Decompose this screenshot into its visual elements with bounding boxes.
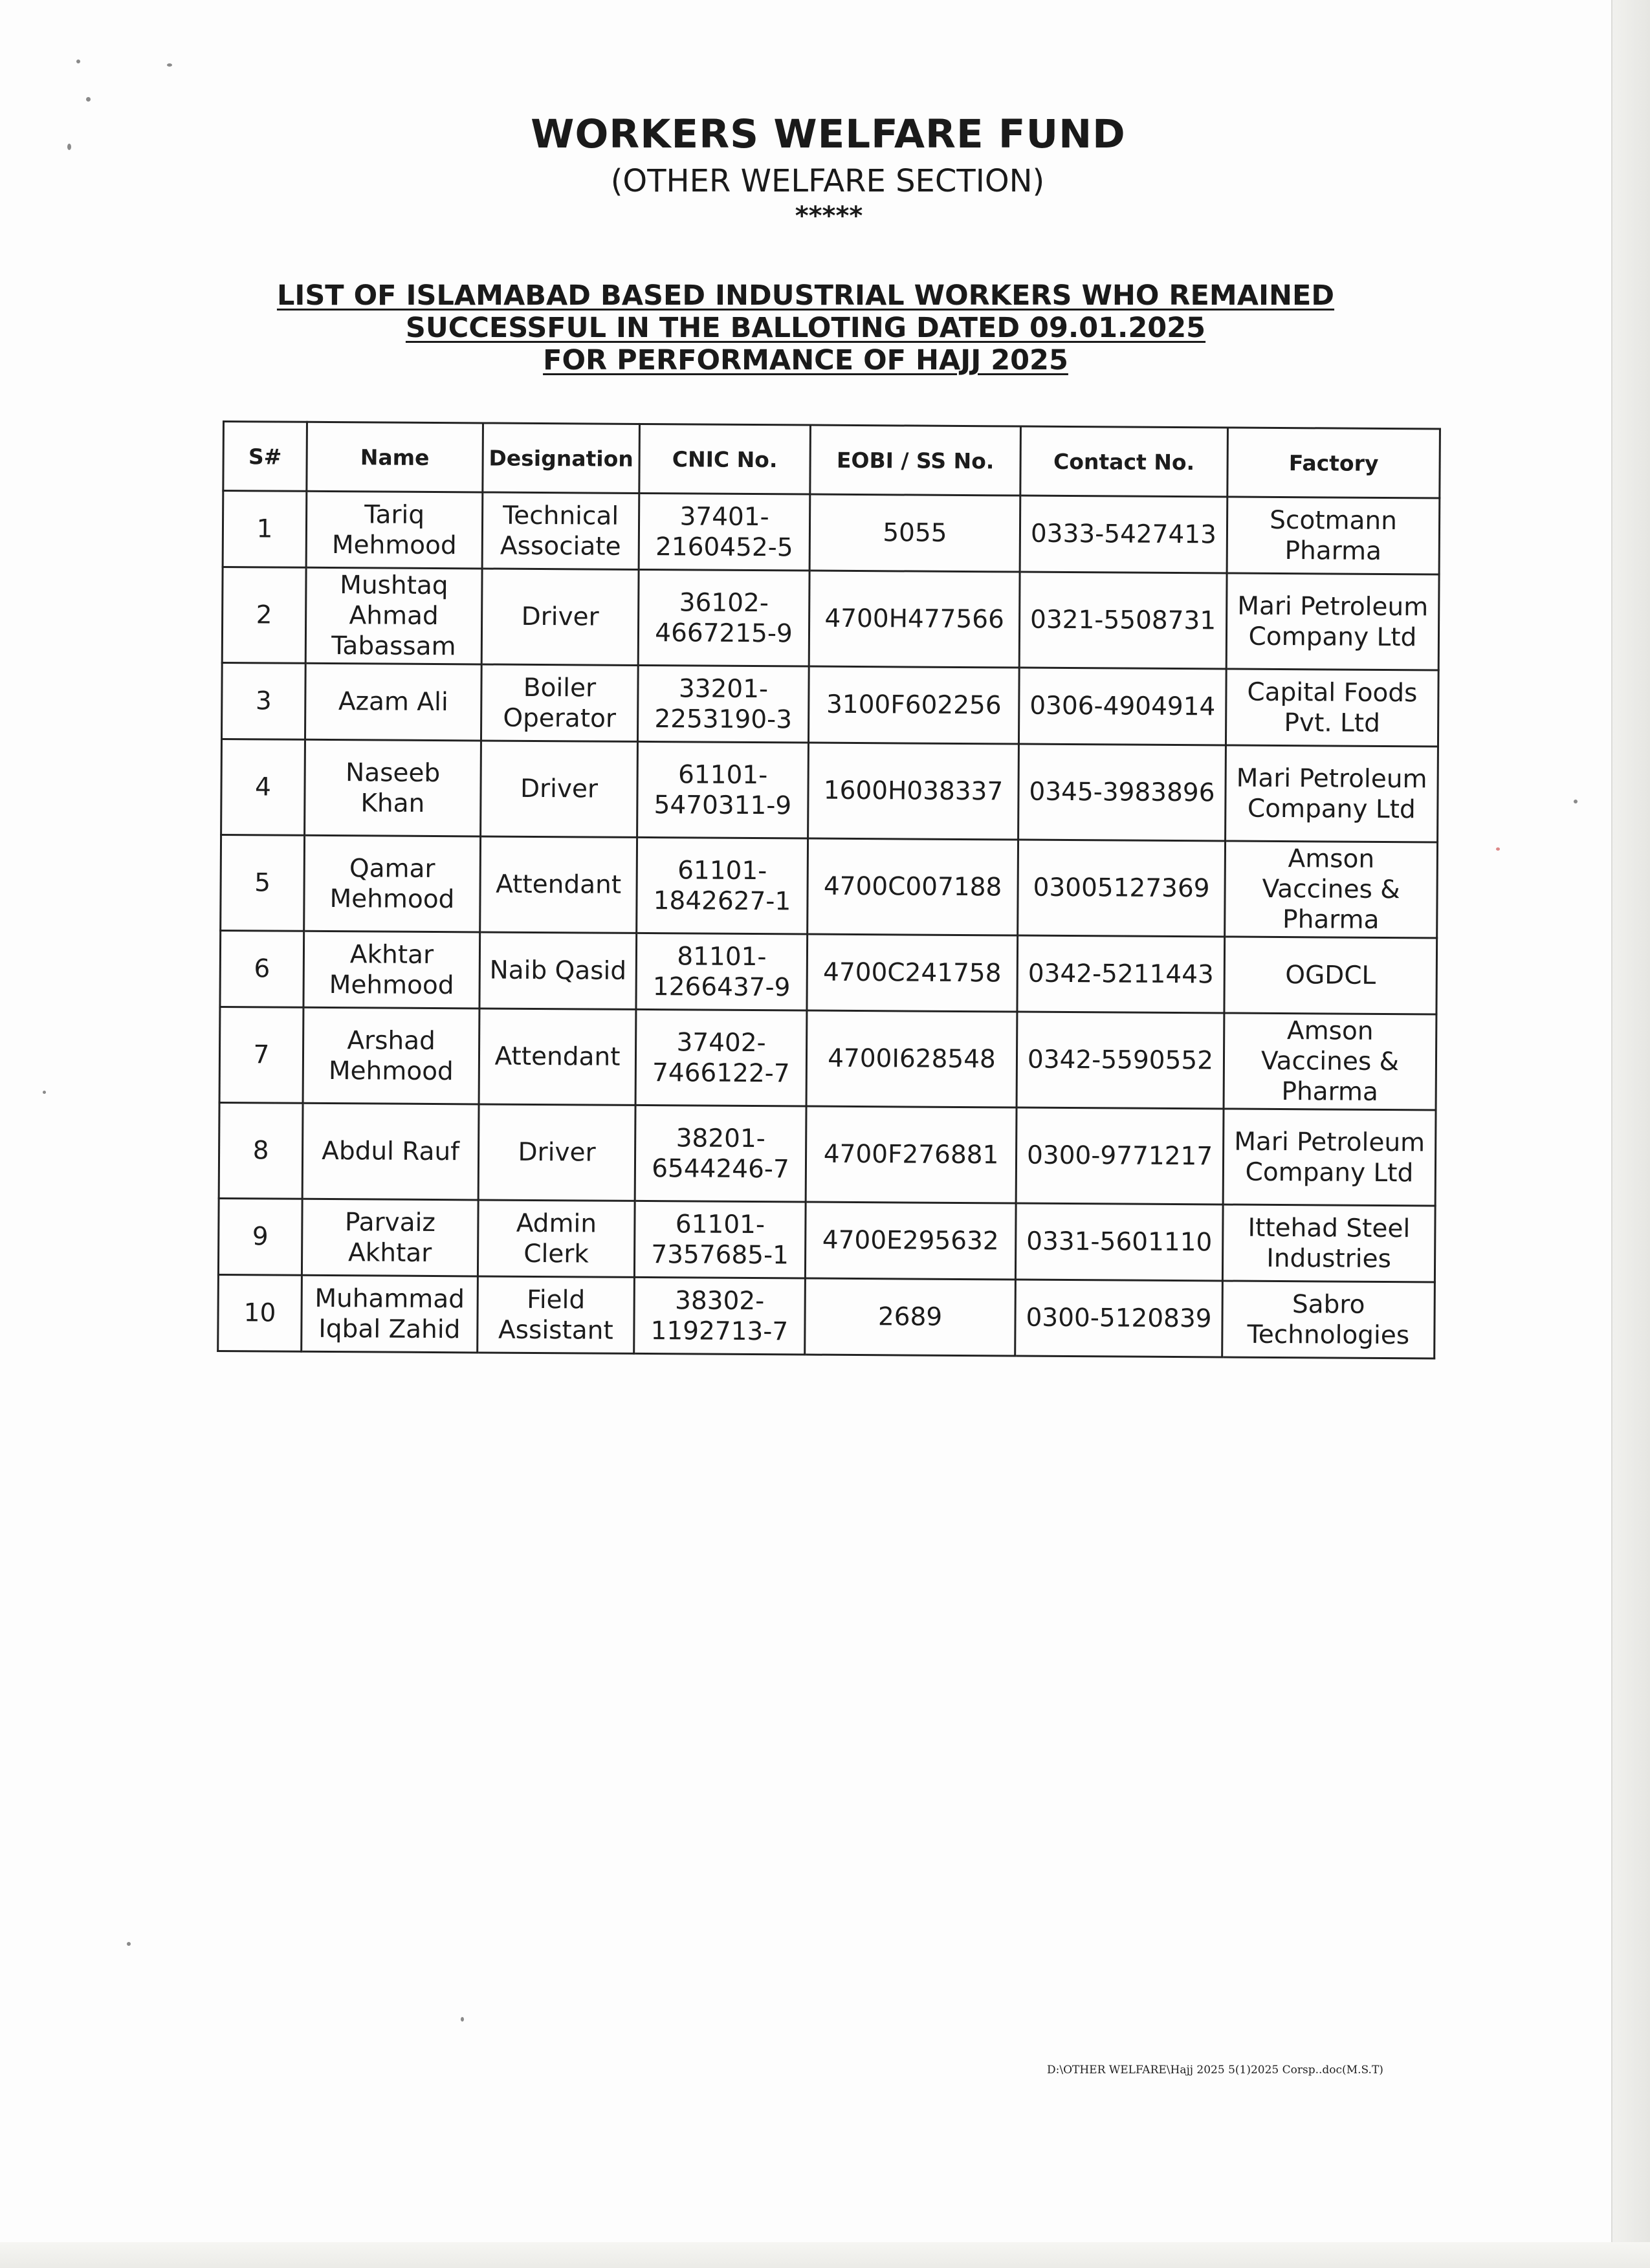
cell-contact: 0306-4904914: [1018, 668, 1226, 745]
org-title: WORKERS WELFARE FUND: [531, 111, 1126, 157]
cell-sno: 8: [219, 1102, 303, 1199]
cell-sno: 1: [223, 491, 307, 568]
cell-factory: Scotmann Pharma: [1227, 497, 1440, 574]
cell-contact: 03005127369: [1018, 840, 1226, 937]
cell-cnic: 81101-1266437-9: [636, 933, 808, 1010]
cell-designation: Technical Associate: [482, 492, 639, 569]
list-heading-line-2: SUCCESSFUL IN THE BALLOTING DATED 09.01.2025: [405, 312, 1206, 344]
cell-cnic: 37401-2160452-5: [639, 493, 810, 571]
cell-cnic: 38302-1192713-7: [634, 1277, 806, 1355]
cell-contact: 0321-5508731: [1019, 572, 1227, 669]
cell-name: Arshad Mehmood: [303, 1007, 479, 1104]
cell-factory: Mari Petroleum Company Ltd: [1226, 745, 1438, 842]
cell-cnic: 38201-6544246-7: [635, 1105, 806, 1202]
scan-speck: [461, 2017, 464, 2022]
document-header: [0, 109, 1650, 229]
section-title: (OTHER WELFARE SECTION): [610, 163, 1045, 199]
cell-cnic: 61101-1842627-1: [637, 837, 808, 934]
col-header-contact: Contact No.: [1020, 426, 1228, 497]
cell-name: Tariq Mehmood: [306, 491, 483, 569]
workers-table: [217, 420, 1441, 1359]
table-row: [219, 1102, 1436, 1205]
scan-speck: [167, 63, 172, 67]
table-row: [218, 1198, 1435, 1281]
cell-sno: 7: [219, 1007, 303, 1103]
cell-contact: 0300-5120839: [1015, 1280, 1223, 1357]
cell-name: Muhammad Iqbal Zahid: [302, 1275, 478, 1353]
col-header-designation: Designation: [483, 423, 640, 493]
cell-eobi: 4700F276881: [806, 1106, 1017, 1203]
cell-name: Akhtar Mehmood: [303, 931, 480, 1009]
cell-designation: Field Assistant: [478, 1276, 635, 1353]
col-header-factory: Factory: [1227, 428, 1440, 498]
cell-eobi: 2689: [805, 1278, 1016, 1356]
table-header-row: [223, 422, 1440, 498]
cell-sno: 9: [218, 1198, 302, 1275]
cell-cnic: 36102-4667215-9: [638, 569, 809, 666]
cell-factory: Amson Vaccines & Pharma: [1225, 841, 1438, 938]
stars-separator: *****: [795, 201, 863, 231]
cell-factory: Sabro Technologies: [1222, 1281, 1435, 1358]
cell-factory: Mari Petroleum Company Ltd: [1223, 1109, 1436, 1206]
scan-speck: [76, 60, 80, 63]
list-heading-line-1: LIST OF ISLAMABAD BASED INDUSTRIAL WORKERS WHO REMAINED: [276, 279, 1335, 312]
cell-designation: Driver: [481, 569, 639, 665]
table-row: [221, 739, 1438, 842]
cell-contact: 0333-5427413: [1020, 496, 1227, 573]
cell-sno: 10: [218, 1274, 302, 1351]
cell-contact: 0300-9771217: [1016, 1107, 1224, 1205]
table-row: [222, 567, 1439, 670]
list-heading: [246, 279, 1365, 376]
cell-factory: Ittehad Steel Industries: [1222, 1205, 1435, 1282]
table-body: [218, 491, 1440, 1358]
cell-eobi: 4700H477566: [809, 571, 1020, 668]
cell-sno: 5: [221, 834, 305, 931]
table-row: [223, 491, 1440, 574]
cell-name: Naseeb Khan: [305, 739, 481, 836]
cell-name: Mushtaq Ahmad Tabassam: [305, 567, 482, 664]
table-header: [223, 422, 1440, 498]
scan-edge-bottom: [0, 2242, 1650, 2268]
footer-file-path: D:\OTHER WELFARE\Hajj 2025 5(1)2025 Corsp..doc(M.S.T): [1047, 2064, 1383, 2077]
col-header-name: Name: [307, 422, 483, 492]
cell-eobi: 1600H038337: [808, 743, 1019, 840]
cell-eobi: 3100F602256: [808, 666, 1019, 744]
cell-factory: Mari Petroleum Company Ltd: [1226, 573, 1439, 670]
cell-name: Qamar Mehmood: [304, 835, 481, 932]
cell-sno: 6: [220, 930, 304, 1007]
cell-designation: Attendant: [480, 836, 637, 933]
cell-eobi: 4700E295632: [805, 1202, 1016, 1280]
cell-sno: 2: [222, 567, 306, 664]
cell-eobi: 4700C241758: [807, 934, 1018, 1012]
cell-designation: Attendant: [479, 1009, 636, 1105]
cell-contact: 0342-5211443: [1017, 935, 1225, 1013]
col-header-cnic: CNIC No.: [639, 424, 811, 494]
table-row: [221, 834, 1438, 937]
scan-edge-right: [1611, 0, 1650, 2268]
cell-contact: 0345-3983896: [1018, 744, 1226, 841]
cell-designation: Driver: [478, 1104, 635, 1201]
cell-eobi: 4700I628548: [806, 1010, 1017, 1107]
cell-contact: 0342-5590552: [1017, 1012, 1224, 1109]
cell-designation: Admin Clerk: [478, 1200, 635, 1277]
cell-contact: 0331-5601110: [1015, 1203, 1223, 1281]
cell-name: Parvaiz Akhtar: [302, 1199, 478, 1276]
cell-factory: Capital Foods Pvt. Ltd: [1226, 669, 1438, 747]
scan-speck: [1574, 800, 1578, 803]
table-row: [221, 663, 1438, 747]
cell-cnic: 33201-2253190-3: [637, 665, 809, 743]
scan-speck: [127, 1942, 131, 1946]
list-heading-line-3: FOR PERFORMANCE OF HAJJ 2025: [543, 344, 1068, 376]
cell-sno: 3: [221, 663, 305, 740]
cell-name: Abdul Rauf: [302, 1103, 479, 1200]
cell-name: Azam Ali: [305, 663, 481, 741]
scan-speck: [43, 1091, 46, 1094]
col-header-eobi: EOBI / SS No.: [810, 425, 1021, 496]
cell-factory: Amson Vaccines & Pharma: [1224, 1013, 1436, 1110]
cell-eobi: 4700C007188: [808, 838, 1018, 935]
table-row: [219, 1007, 1436, 1109]
scan-speck: [1496, 847, 1500, 851]
cell-factory: OGDCL: [1224, 937, 1437, 1014]
scan-speck: [86, 97, 91, 102]
cell-designation: Boiler Operator: [481, 664, 638, 741]
cell-cnic: 37402-7466122-7: [635, 1009, 807, 1106]
cell-eobi: 5055: [809, 494, 1020, 572]
cell-sno: 4: [221, 739, 305, 836]
cell-cnic: 61101-5470311-9: [637, 741, 809, 838]
table-row: [220, 930, 1437, 1014]
cell-designation: Driver: [481, 741, 638, 837]
cell-cnic: 61101-7357685-1: [634, 1201, 806, 1278]
cell-designation: Naib Qasid: [479, 932, 637, 1009]
col-header-sno: S#: [223, 422, 307, 492]
table-row: [218, 1274, 1435, 1358]
